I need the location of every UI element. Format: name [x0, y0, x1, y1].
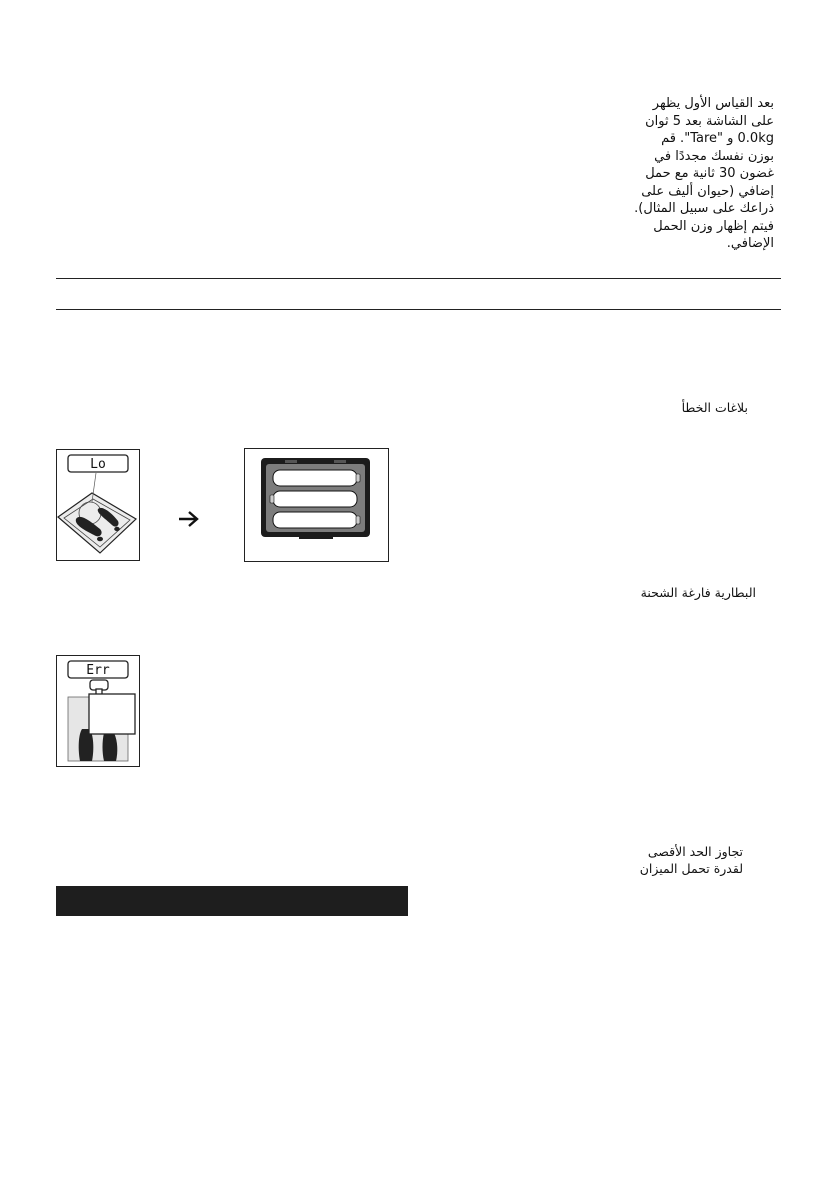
intro-line: فيتم إظهار وزن الحمل: [653, 218, 774, 234]
lcd-lo-text: Lo: [90, 457, 106, 472]
overload-label-line: تجاوز الحد الأقصى: [647, 844, 743, 859]
intro-line: ذراعك على سبيل المثال).: [634, 201, 774, 216]
intro-line: بعد القياس الأول يظهر: [652, 96, 774, 111]
section-header-bar: [56, 886, 408, 916]
intro-line: 0.0kg و "Tare". قم: [661, 131, 774, 146]
section-heading-errors: بلاغات الخطأ: [681, 400, 748, 415]
intro-line: إضافي (حيوان أليف على: [641, 183, 774, 199]
battery-cell: [270, 491, 357, 507]
lcd-err-text: Err: [86, 663, 110, 678]
intro-line: على الشاشة بعد 5 ثوان: [645, 113, 774, 129]
right-arrow-icon: [176, 508, 202, 530]
battery-cell: [273, 470, 360, 486]
low-battery-label: البطارية فارغة الشحنة: [640, 585, 756, 600]
intro-line: بوزن نفسك مجددًا في: [654, 148, 774, 164]
overload-label: [630, 843, 743, 877]
intro-line: غضون 30 ثانية مع حمل: [645, 166, 774, 181]
overload-display-figure: [56, 655, 140, 767]
battery-compartment-icon: [244, 448, 389, 562]
intro-line: الإضافي.: [726, 236, 774, 251]
overload-label-line: لقدرة تحمل الميزان: [639, 861, 743, 876]
divider-bottom: [56, 309, 781, 310]
battery-cell: [273, 512, 360, 528]
low-battery-display-figure: [56, 449, 140, 561]
intro-paragraph: [634, 95, 774, 253]
divider-top: [56, 278, 781, 279]
